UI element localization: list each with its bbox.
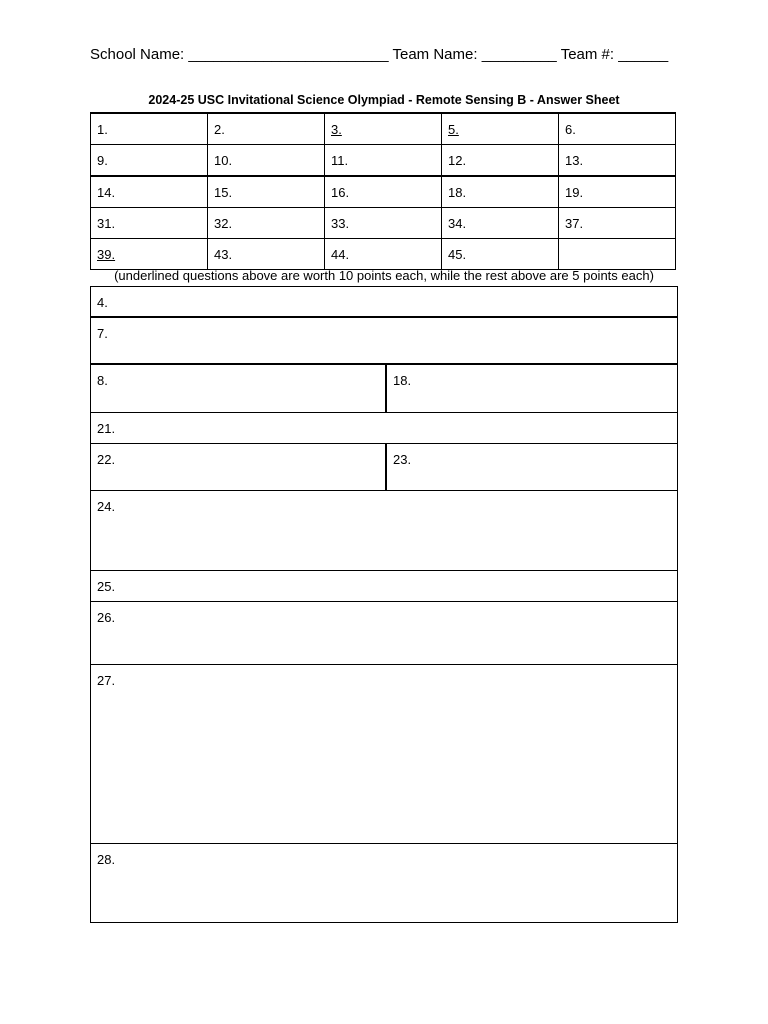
answer-label: 25. — [97, 579, 116, 594]
question-number: 14. — [97, 184, 116, 200]
answer-label: 21. — [97, 421, 116, 436]
grid-row — [91, 239, 676, 270]
question-number: 10. — [214, 152, 233, 168]
question-number: 31. — [97, 215, 116, 231]
question-number: 9. — [97, 152, 108, 168]
answer-label: 26. — [97, 610, 116, 625]
multiple-choice-grid — [90, 112, 676, 270]
question-number: 3. — [331, 121, 342, 137]
answer-box-25[interactable] — [90, 570, 678, 602]
question-number: 45. — [448, 246, 467, 262]
grid-row — [91, 113, 676, 145]
answer-label: 4. — [97, 295, 108, 310]
answer-box-22[interactable] — [91, 444, 387, 490]
answer-box-8[interactable] — [91, 365, 387, 412]
grid-cell[interactable] — [442, 176, 559, 208]
grid-cell[interactable] — [559, 113, 676, 145]
answer-label: 22. — [97, 452, 116, 467]
question-number: 39. — [97, 246, 116, 262]
grid-cell[interactable] — [325, 113, 442, 145]
answer-box-7[interactable] — [90, 317, 678, 365]
grid-cell[interactable] — [91, 145, 208, 177]
grid-cell[interactable] — [559, 145, 676, 177]
answer-row-22-23 — [90, 443, 678, 491]
grid-cell[interactable] — [325, 208, 442, 239]
school-name-field[interactable]: School Name: ________________________ — [90, 46, 389, 63]
answer-label: 8. — [97, 373, 108, 388]
grid-row — [91, 208, 676, 239]
question-number: 2. — [214, 121, 225, 137]
answer-box-21[interactable] — [90, 412, 678, 444]
grid-cell[interactable] — [208, 113, 325, 145]
answer-label: 28. — [97, 852, 116, 867]
answer-row-8-18 — [90, 364, 678, 413]
grid-cell[interactable] — [91, 208, 208, 239]
question-number: 11. — [331, 152, 349, 168]
answer-box-24[interactable] — [90, 490, 678, 571]
question-number: 33. — [331, 215, 350, 231]
grid-cell[interactable] — [91, 176, 208, 208]
answer-box-23[interactable] — [387, 444, 677, 490]
grid-cell[interactable] — [442, 145, 559, 177]
answer-box-28[interactable] — [90, 843, 678, 923]
grid-cell[interactable] — [325, 145, 442, 177]
grid-cell[interactable] — [442, 239, 559, 270]
page-title: 2024-25 USC Invitational Science Olympiad - Remote Sensing B - Answer Sheet — [148, 93, 620, 107]
grid-cell[interactable] — [208, 239, 325, 270]
grid-cell[interactable] — [91, 113, 208, 145]
grid-cell[interactable] — [208, 145, 325, 177]
answer-box-26[interactable] — [90, 601, 678, 665]
team-name-field[interactable]: Team Name: _________ — [392, 46, 557, 63]
question-number: 44. — [331, 246, 350, 262]
grid-row — [91, 176, 676, 208]
question-number: 32. — [214, 215, 233, 231]
question-number: 16. — [331, 184, 350, 200]
grid-cell[interactable] — [559, 239, 676, 270]
answer-label: 23. — [393, 452, 412, 467]
question-number: 13. — [565, 152, 584, 168]
question-number: 34. — [448, 215, 467, 231]
grid-cell[interactable] — [559, 176, 676, 208]
grid-cell[interactable] — [325, 239, 442, 270]
answer-label: 18. — [393, 373, 412, 388]
question-number: 5. — [448, 121, 459, 137]
answer-box-27[interactable] — [90, 664, 678, 844]
grid-cell[interactable] — [325, 176, 442, 208]
answer-label: 7. — [97, 326, 108, 341]
grid-cell[interactable] — [442, 113, 559, 145]
grid-row — [91, 145, 676, 177]
grid-cell[interactable] — [91, 239, 208, 270]
grid-cell[interactable] — [559, 208, 676, 239]
question-number: 1. — [97, 121, 108, 137]
question-number: 37. — [565, 215, 584, 231]
scoring-note: (underlined questions above are worth 10 points each, while the rest above are 5 points each) — [114, 268, 654, 283]
question-number: 18. — [448, 184, 467, 200]
question-number: 6. — [565, 121, 576, 137]
question-number: 15. — [214, 184, 233, 200]
answer-label: 27. — [97, 673, 116, 688]
answer-box-18[interactable] — [387, 365, 677, 412]
grid-cell[interactable] — [208, 208, 325, 239]
question-number: 12. — [448, 152, 467, 168]
header-fields — [90, 46, 668, 63]
grid-cell[interactable] — [442, 208, 559, 239]
answer-label: 24. — [97, 499, 116, 514]
question-number: 19. — [565, 184, 584, 200]
question-number: 43. — [214, 246, 233, 262]
grid-cell[interactable] — [208, 176, 325, 208]
answer-box-4[interactable] — [90, 286, 678, 318]
team-number-field[interactable]: Team #: ______ — [560, 46, 669, 63]
